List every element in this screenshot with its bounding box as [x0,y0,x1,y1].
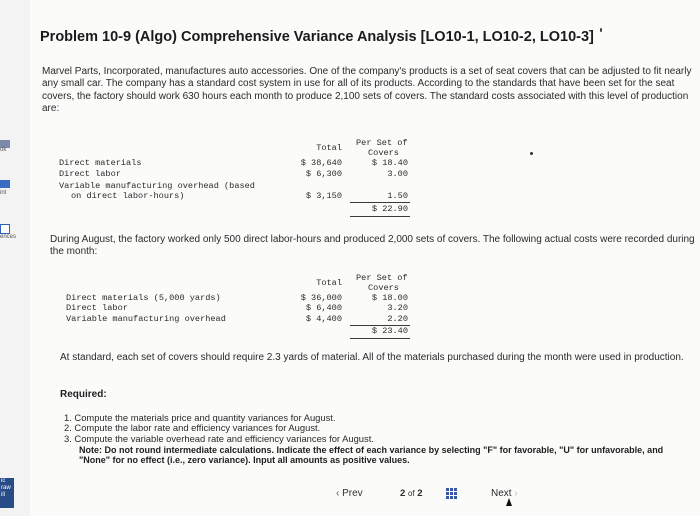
total-pages: 2 [417,488,423,499]
table-row-label: Direct labor [59,169,121,179]
intro-paragraph: Marvel Parts, Incorporated, manufactures auto accessories. One of the company's products is a set of seat covers that can be adjusted to fit nearly any small car. The company has a standard cost system in use for all of its products. According to the standards that have been set for the seat covers, the factory should work 630 hours each month to produce 2,100 sets of covers. The standard costs associated with this level of production are: [42,66,692,115]
next-button[interactable] [491,488,518,499]
table-row-total: $ 3,150 [305,191,342,201]
decorative-dot [530,152,533,155]
table-row-per-set: 3.20 [387,303,408,313]
mouse-cursor-icon [506,498,512,506]
table-row-label: Direct materials [59,158,142,168]
page-title: Problem 10-9 (Algo) Comprehensive Variance Analysis [LO10-1, LO10-2, LO10-3] [40,29,594,45]
prev-button[interactable] [336,488,363,499]
next-label: Next [491,488,512,499]
instruction-note: Note: Do not round intermediate calculations. Indicate the effect of each variance by selecting "F" for favorable, "U" for unfavorable, and "None" for no effect (i.e., zero variance). Input all amounts as positive values. [79,445,664,466]
table-row-per-set: $ 18.40 [371,158,408,168]
august-paragraph: During August, the factory worked only 500 direct labor-hours and produced 2,000 sets of covers. The following actual costs were recorded during the month: [50,234,695,258]
col-header-per-set-line1: Per Set of [356,138,408,148]
col-header-total: Total [316,278,342,288]
col-header-total: Total [316,143,342,153]
sum-double-underline [350,338,410,339]
sidebar-item-int[interactable]: int [0,190,7,196]
prev-label: Prev [342,488,363,499]
required-list [64,413,700,444]
page-indicator [400,488,423,499]
table-row-per-set: 3.00 [387,169,408,179]
sidebar-item-ok[interactable]: ok [0,147,7,153]
brand-badge: ic raw ill [0,478,14,508]
table-sum-per-set: $ 22.90 [371,204,408,214]
table-row-total: $ 38,640 [300,158,342,168]
table-row-per-set: 2.20 [387,314,408,324]
current-page: 2 [400,488,406,499]
col-header-per-set-line1: Per Set of [356,273,408,283]
table-row-per-set: $ 18.00 [371,293,408,303]
table-row-label: on direct labor-hours) [71,191,185,201]
decorative-dot [600,28,602,32]
list-item: 3. Compute the variable overhead rate and efficiency variances for August. [64,432,374,444]
page-of-label: of [407,489,415,498]
chevron-left-icon: ‹ [336,488,340,499]
col-header-per-set-line2: Covers [368,148,399,158]
standard-note-paragraph: At standard, each set of covers should require 2.3 yards of material. All of the materials purchased during the month were used in production. [60,352,684,363]
sum-underline [350,202,410,203]
sidebar-item-references[interactable]: ences [0,234,17,240]
list-item: 2. Compute the labor rate and efficiency variances for August. [64,422,321,434]
table-sum-per-set: $ 23.40 [371,326,408,336]
grid-view-icon[interactable] [446,488,457,499]
chevron-right-icon: › [514,488,518,499]
table-row-total: $ 4,400 [305,314,342,324]
required-heading: Required: [60,389,107,400]
list-item: 1. Compute the materials price and quantity variances for August. [64,412,336,423]
table-row-label: Variable manufacturing overhead (based [59,181,255,191]
col-header-per-set-line2: Covers [368,283,399,293]
table-row-label: Variable manufacturing overhead [66,314,226,324]
table-row-label: Direct materials (5,000 yards) [66,293,221,303]
table-row-total: $ 6,400 [305,303,342,313]
table-row-per-set: 1.50 [387,191,408,201]
sum-double-underline [350,216,410,217]
table-row-label: Direct labor [66,303,128,313]
table-row-total: $ 36,000 [300,293,342,303]
table-row-total: $ 6,300 [305,169,342,179]
